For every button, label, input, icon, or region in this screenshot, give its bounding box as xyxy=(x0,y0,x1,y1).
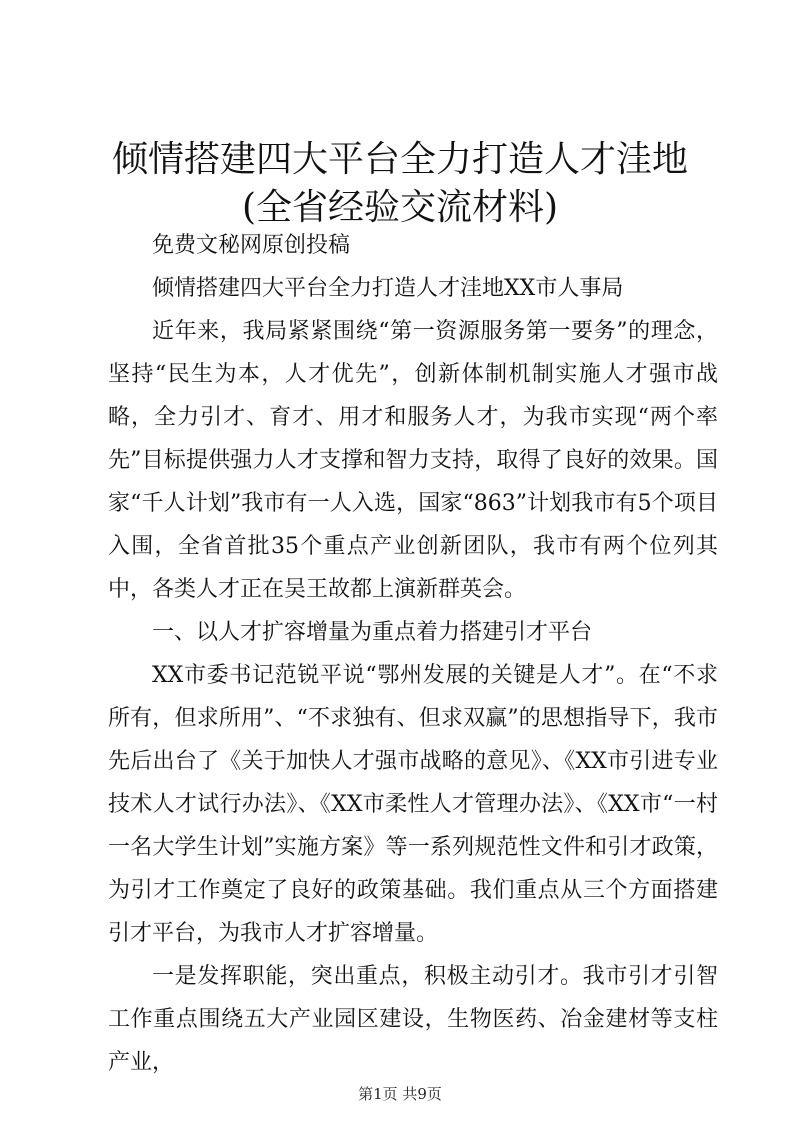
paragraph-intro: 近年来，我局紧紧围绕“第一资源服务第一要务”的理念，坚持“民生为本，人才优先”，创新体制机制实施人才强市战略，全力引才、育才、用才和服务人才，为我市实现“两个率先”目标提供强力人才支撑和智力支持，取得了良好的效果。国家“千人计划”我市有一人入选，国家“863”计划我市有5个项目入围，全省首批35个重点产业创新团队，我市有两个位列其中，各类人才正在吴王故都上演新群英会。 xyxy=(108,319,718,602)
paragraph-section-1: XX市委书记范锐平说“鄂州发展的关键是人才”。在“不求所有，但求所用”、“不求独有、但求双赢”的思想指导下，我市先后出台了《关于加快人才强市战略的意见》、《XX市引进专业技术人才试行办法》、《XX市柔性人才管理办法》、《XX市“一村一名大学生计划”实施方案》等一系列规范性文件和引才政策，为引才工作奠定了良好的政策基础。我们重点从三个方面搭建引才平台，为我市人才扩容增量。 xyxy=(108,663,718,946)
page-number-footer: 第1页 共9页 xyxy=(358,1085,442,1103)
section-heading-1: 一、以人才扩容增量为重点着力搭建引才平台 xyxy=(152,620,593,645)
paragraph-subtitle: 倾情搭建四大平台全力打造人才洼地XX市人事局 xyxy=(152,276,624,301)
document-body xyxy=(108,224,718,1084)
document-title: 倾情搭建四大平台全力打造人才洼地(全省经验交流材料) xyxy=(111,139,688,228)
paragraph-point-1: 一是发挥职能，突出重点，积极主动引才。我市引才引智工作重点围绕五大产业园区建设，生物医药、冶金建材等支柱产业， xyxy=(108,964,718,1075)
paragraph-source-note: 免费文秘网原创投稿 xyxy=(152,233,351,258)
